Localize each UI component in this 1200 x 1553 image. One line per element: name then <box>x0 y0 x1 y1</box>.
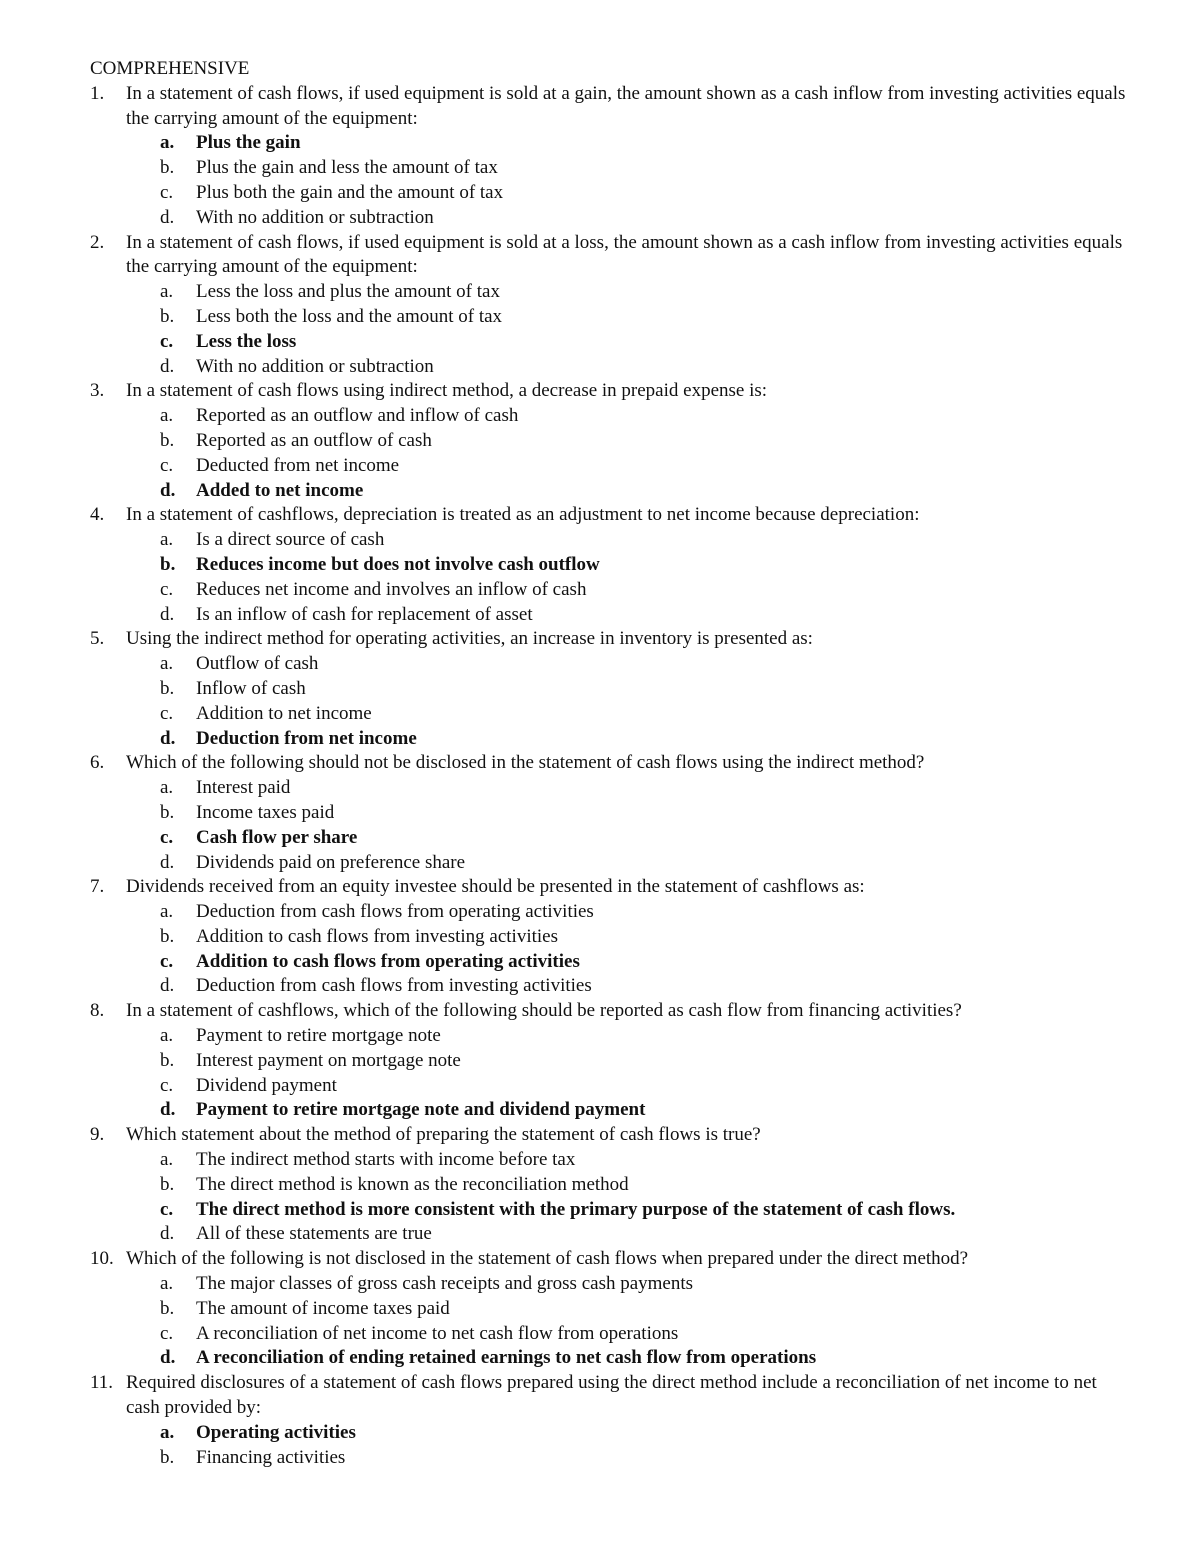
option-letter: d. <box>160 1223 175 1245</box>
question-item <box>90 1123 1130 1247</box>
question-item <box>90 82 1130 231</box>
option-text: Deduction from net income <box>196 727 417 749</box>
option-letter: c. <box>160 702 174 724</box>
answer-option <box>90 925 1130 950</box>
question-text: In a statement of cash flows using indirect method, a decrease in prepaid expense is: <box>126 380 768 402</box>
question-text: Which of the following is not disclosed in the statement of cash flows when prepared under the direct method? <box>126 1248 969 1270</box>
question-text: Which of the following should not be disclosed in the statement of cash flows using the indirect method? <box>126 752 925 774</box>
option-text: Less the loss <box>196 330 297 352</box>
question-number: 9. <box>90 1124 105 1146</box>
option-text: Is an inflow of cash for replacement of asset <box>196 603 533 625</box>
question-text: In a statement of cash flows, if used equipment is sold at a gain, the amount shown as a cash inflow from investing activities equals the carrying amount of the equipment: <box>126 82 1126 129</box>
option-text: Inflow of cash <box>196 677 306 699</box>
option-letter: a. <box>160 281 174 303</box>
option-text: Deduction from cash flows from operating activities <box>196 901 594 923</box>
option-text: With no addition or subtraction <box>196 206 434 228</box>
question-number: 4. <box>90 504 105 526</box>
answer-option-correct <box>90 950 1130 975</box>
question-stem <box>90 875 1130 900</box>
option-letter: a. <box>160 1273 174 1295</box>
question-text: In a statement of cashflows, which of the following should be reported as cash flow from financing activities? <box>126 1000 962 1022</box>
option-letter: a. <box>160 1421 175 1443</box>
option-letter: d. <box>160 851 175 873</box>
option-text: Addition to cash flows from operating activities <box>196 950 580 972</box>
question-number: 10. <box>90 1248 114 1270</box>
option-letter: d. <box>160 603 175 625</box>
question-stem <box>90 1247 1130 1272</box>
option-letter: c. <box>160 826 174 848</box>
answer-option <box>90 1024 1130 1049</box>
option-text: Payment to retire mortgage note <box>196 1025 441 1047</box>
question-text: In a statement of cash flows, if used equipment is sold at a loss, the amount shown as a cash inflow from investing activities equals the carrying amount of the equipment: <box>126 231 1123 278</box>
answer-option-correct <box>90 131 1130 156</box>
question-item <box>90 999 1130 1123</box>
answer-option <box>90 1074 1130 1099</box>
question-stem <box>90 503 1130 528</box>
option-letter: b. <box>160 801 175 823</box>
option-text: Less both the loss and the amount of tax <box>196 305 503 327</box>
option-letter: a. <box>160 405 174 427</box>
option-letter: c. <box>160 950 174 972</box>
option-text: Interest payment on mortgage note <box>196 1049 461 1071</box>
option-text: Deduction from cash flows from investing activities <box>196 975 592 997</box>
answer-option <box>90 1446 1130 1471</box>
option-letter: b. <box>160 925 175 947</box>
option-letter: c. <box>160 454 174 476</box>
option-text: The major classes of gross cash receipts and gross cash payments <box>196 1273 694 1295</box>
question-stem <box>90 1123 1130 1148</box>
option-letter: c. <box>160 330 174 352</box>
option-text: The direct method is known as the reconciliation method <box>196 1173 629 1195</box>
question-item <box>90 875 1130 999</box>
option-list <box>90 1421 1130 1471</box>
option-letter: c. <box>160 1074 174 1096</box>
option-letter: d. <box>160 355 175 377</box>
option-text: Dividends paid on preference share <box>196 851 466 873</box>
option-text: A reconciliation of ending retained earnings to net cash flow from operations <box>196 1347 817 1369</box>
option-letter: d. <box>160 479 176 501</box>
option-letter: b. <box>160 1049 175 1071</box>
answer-option <box>90 900 1130 925</box>
answer-option <box>90 776 1130 801</box>
answer-option <box>90 603 1130 628</box>
option-list <box>90 1272 1130 1371</box>
option-text: The direct method is more consistent with the primary purpose of the statement of cash flows. <box>196 1198 956 1220</box>
answer-option <box>90 974 1130 999</box>
option-text: Dividend payment <box>196 1074 337 1096</box>
option-letter: a. <box>160 132 175 154</box>
answer-option-correct <box>90 330 1130 355</box>
option-letter: b. <box>160 1446 175 1468</box>
answer-option-correct <box>90 826 1130 851</box>
answer-option <box>90 1272 1130 1297</box>
option-letter: c. <box>160 578 174 600</box>
question-stem <box>90 627 1130 652</box>
question-stem <box>90 231 1130 281</box>
answer-option-correct <box>90 1421 1130 1446</box>
option-letter: a. <box>160 653 174 675</box>
question-stem <box>90 379 1130 404</box>
option-text: Financing activities <box>196 1446 346 1468</box>
question-text: Dividends received from an equity investee should be presented in the statement of cashflows as: <box>126 876 865 898</box>
option-list <box>90 404 1130 503</box>
answer-option-correct <box>90 553 1130 578</box>
option-text: Is a direct source of cash <box>196 529 385 551</box>
question-number: 8. <box>90 1000 105 1022</box>
option-list <box>90 1024 1130 1123</box>
option-letter: b. <box>160 677 175 699</box>
question-item <box>90 1371 1130 1470</box>
answer-option <box>90 652 1130 677</box>
option-letter: d. <box>160 975 175 997</box>
answer-option <box>90 280 1130 305</box>
question-text: Required disclosures of a statement of cash flows prepared using the direct method include a reconciliation of net income to net cash provided by: <box>126 1372 1097 1419</box>
question-stem <box>90 751 1130 776</box>
option-text: Outflow of cash <box>196 653 319 675</box>
option-text: Less the loss and plus the amount of tax <box>196 281 500 303</box>
option-letter: a. <box>160 1025 174 1047</box>
option-letter: c. <box>160 181 174 203</box>
question-number: 2. <box>90 231 105 253</box>
answer-option <box>90 1322 1130 1347</box>
question-number: 11. <box>90 1372 114 1394</box>
option-letter: d. <box>160 727 176 749</box>
option-text: Addition to net income <box>196 702 372 724</box>
option-letter: c. <box>160 1322 174 1344</box>
option-letter: b. <box>160 429 175 451</box>
answer-option <box>90 355 1130 380</box>
option-text: The indirect method starts with income before tax <box>196 1149 576 1171</box>
question-number: 3. <box>90 380 105 402</box>
option-text: Reduces net income and involves an inflow of cash <box>196 578 587 600</box>
option-text: All of these statements are true <box>196 1223 432 1245</box>
question-item <box>90 503 1130 627</box>
answer-option-correct <box>90 727 1130 752</box>
question-stem <box>90 1371 1130 1421</box>
answer-option <box>90 578 1130 603</box>
option-text: Reported as an outflow and inflow of cash <box>196 405 519 427</box>
question-item <box>90 1247 1130 1371</box>
answer-option <box>90 1222 1130 1247</box>
option-letter: a. <box>160 529 174 551</box>
question-text: Using the indirect method for operating activities, an increase in inventory is presented as: <box>126 628 813 650</box>
question-number: 7. <box>90 876 105 898</box>
answer-option <box>90 702 1130 727</box>
answer-option <box>90 305 1130 330</box>
answer-option <box>90 404 1130 429</box>
option-letter: b. <box>160 1173 175 1195</box>
answer-option-correct <box>90 1098 1130 1123</box>
option-letter: c. <box>160 1198 174 1220</box>
question-item <box>90 231 1130 380</box>
option-text: Cash flow per share <box>196 826 358 848</box>
question-item <box>90 751 1130 875</box>
document-page <box>90 57 1130 1470</box>
option-list <box>90 776 1130 875</box>
question-number: 6. <box>90 752 105 774</box>
option-text: Payment to retire mortgage note and dividend payment <box>196 1099 646 1121</box>
option-text: Interest paid <box>196 777 291 799</box>
question-list <box>90 82 1130 1471</box>
option-letter: a. <box>160 1149 174 1171</box>
option-list <box>90 1148 1130 1247</box>
option-text: Reported as an outflow of cash <box>196 429 432 451</box>
option-letter: d. <box>160 1099 176 1121</box>
question-number: 1. <box>90 82 105 104</box>
answer-option-correct <box>90 1198 1130 1223</box>
option-list <box>90 900 1130 999</box>
option-text: Reduces income but does not involve cash outflow <box>196 553 600 575</box>
option-text: Plus the gain and less the amount of tax <box>196 157 498 179</box>
answer-option <box>90 1173 1130 1198</box>
question-number: 5. <box>90 628 105 650</box>
option-text: Plus both the gain and the amount of tax <box>196 181 504 203</box>
option-letter: b. <box>160 553 176 575</box>
option-text: Addition to cash flows from investing activities <box>196 925 559 947</box>
answer-option <box>90 206 1130 231</box>
option-letter: d. <box>160 206 175 228</box>
option-text: Operating activities <box>196 1421 356 1443</box>
option-text: Income taxes paid <box>196 801 335 823</box>
document-heading: COMPREHENSIVE <box>90 58 250 79</box>
option-text: Deducted from net income <box>196 454 400 476</box>
question-text: Which statement about the method of preparing the statement of cash flows is true? <box>126 1124 761 1146</box>
option-letter: b. <box>160 1297 175 1319</box>
question-stem <box>90 82 1130 132</box>
answer-option <box>90 801 1130 826</box>
option-text: The amount of income taxes paid <box>196 1297 450 1319</box>
option-letter: a. <box>160 777 174 799</box>
option-list <box>90 280 1130 379</box>
answer-option <box>90 677 1130 702</box>
option-letter: d. <box>160 1347 176 1369</box>
answer-option <box>90 851 1130 876</box>
answer-option-correct <box>90 1346 1130 1371</box>
question-stem <box>90 999 1130 1024</box>
answer-option <box>90 1297 1130 1322</box>
option-list <box>90 652 1130 751</box>
answer-option-correct <box>90 479 1130 504</box>
option-text: A reconciliation of net income to net cash flow from operations <box>196 1322 679 1344</box>
option-letter: b. <box>160 157 175 179</box>
answer-option <box>90 1148 1130 1173</box>
answer-option <box>90 429 1130 454</box>
answer-option <box>90 181 1130 206</box>
answer-option <box>90 528 1130 553</box>
answer-option <box>90 454 1130 479</box>
answer-option <box>90 156 1130 181</box>
option-list <box>90 131 1130 230</box>
option-text: Plus the gain <box>196 132 301 154</box>
question-text: In a statement of cashflows, depreciation is treated as an adjustment to net income because depreciation: <box>126 504 920 526</box>
option-letter: b. <box>160 305 175 327</box>
option-text: Added to net income <box>196 479 364 501</box>
answer-option <box>90 1049 1130 1074</box>
option-list <box>90 528 1130 627</box>
option-letter: a. <box>160 901 174 923</box>
question-item <box>90 379 1130 503</box>
question-item <box>90 627 1130 751</box>
option-text: With no addition or subtraction <box>196 355 434 377</box>
